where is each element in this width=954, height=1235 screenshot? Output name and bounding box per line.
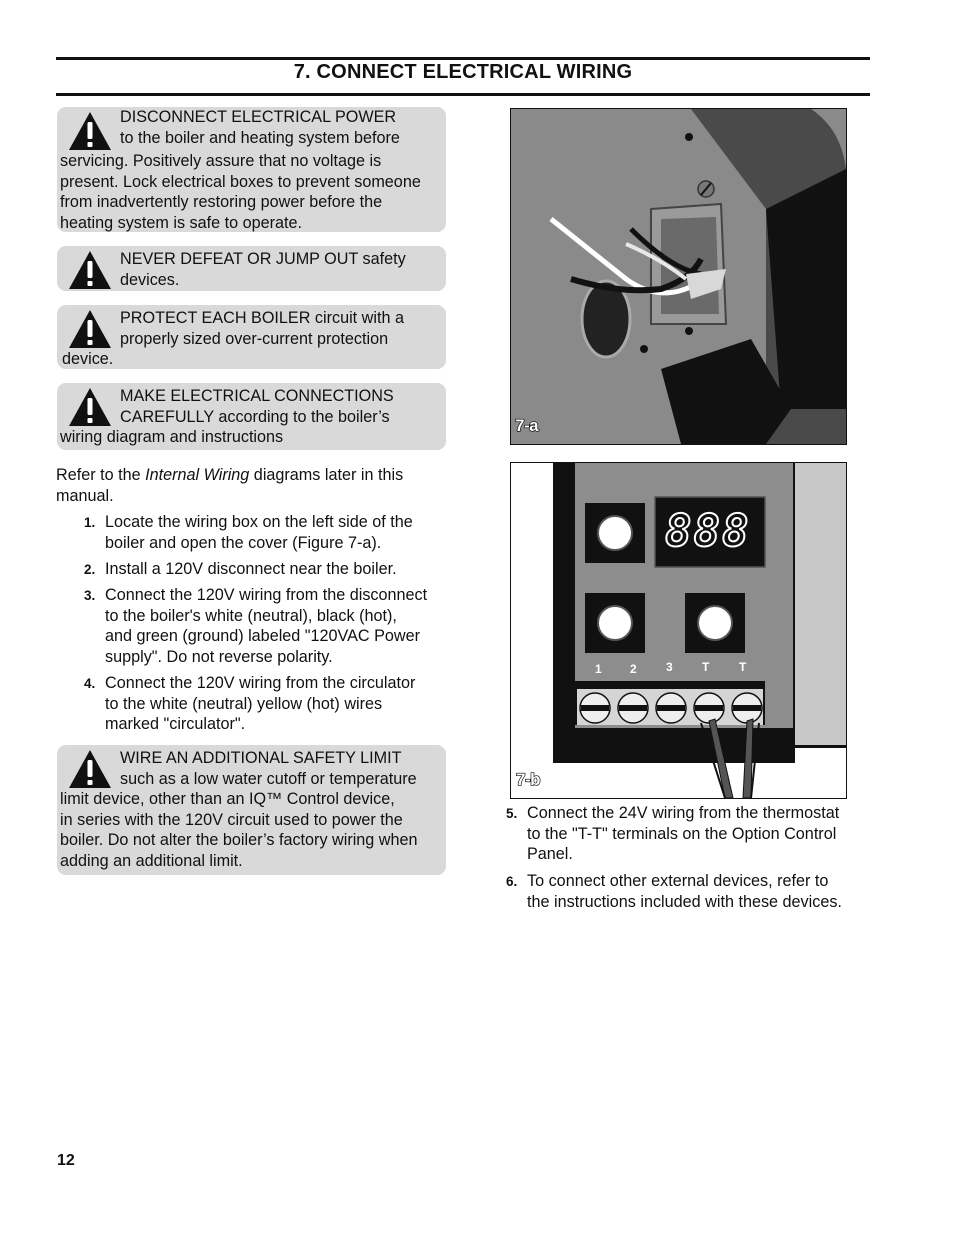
intro-text: diagrams later in this xyxy=(249,466,404,484)
warning-line: properly sized over-current protection xyxy=(120,329,389,348)
step-line: Connect the 24V wiring from the thermostat xyxy=(527,804,840,822)
warning-triangle-icon xyxy=(60,107,118,151)
step-line: boiler and open the cover (Figure 7-a). xyxy=(105,533,382,552)
terminal-label: 1 xyxy=(595,662,602,676)
warning-lead: DISCONNECT ELECTRICAL POWER xyxy=(120,108,397,126)
top-rule xyxy=(56,57,870,60)
warning-line: wiring diagram and instructions xyxy=(60,428,284,447)
terminal-label: T xyxy=(739,660,747,674)
warning-line: in series with the 120V circuit used to power the xyxy=(60,810,403,829)
terminal-label: 3 xyxy=(666,660,673,674)
warning-line: device. xyxy=(62,350,114,369)
warning-triangle-icon xyxy=(60,745,118,789)
step-line: to the "T-T" terminals on the Option Control xyxy=(527,824,837,843)
figure-7a-wiring-box xyxy=(510,108,847,445)
warning-line: limit device, other than an IQ™ Control device, xyxy=(60,790,395,809)
warning-line: CAREFULLY according to the boiler’s xyxy=(120,407,390,426)
warning-line: heating system is safe to operate. xyxy=(60,213,303,232)
step-line: to the boiler's white (neutral), black (hot), xyxy=(105,606,397,625)
warning-lead: WIRE AN ADDITIONAL SAFETY LIMIT xyxy=(120,749,402,767)
step-line: To connect other external devices, refer to xyxy=(527,872,829,890)
warning-triangle-icon xyxy=(60,246,118,290)
warning-lead: NEVER DEFEAT OR JUMP OUT safety xyxy=(120,250,406,268)
step-line: Panel. xyxy=(527,845,573,864)
warning-lead: PROTECT EACH BOILER circuit with a xyxy=(120,309,404,327)
warning-line: to the boiler and heating system before xyxy=(120,128,400,147)
figure-label: 7-a xyxy=(515,416,539,435)
step-number: 4. xyxy=(84,676,96,691)
title-underline xyxy=(56,93,870,96)
step-number: 6. xyxy=(506,874,518,889)
section-title: 7. CONNECT ELECTRICAL WIRING xyxy=(293,61,633,83)
page-number: 12 xyxy=(57,1152,75,1169)
warning-box-connections xyxy=(57,383,446,450)
warning-line: present. Lock electrical boxes to prevent someone xyxy=(60,172,421,191)
terminal-label: T xyxy=(702,660,710,674)
intro-text: manual. xyxy=(56,486,114,505)
warning-line: servicing. Positively assure that no voltage is xyxy=(60,152,382,170)
warning-line: adding an additional limit. xyxy=(60,851,243,870)
warning-box-overcurrent xyxy=(57,305,446,369)
warning-box-safety-devices xyxy=(57,246,446,291)
step-line: Connect the 120V wiring from the circulator xyxy=(105,674,416,692)
step-line: Install a 120V disconnect near the boiler. xyxy=(105,560,397,578)
wiring-box-illustration xyxy=(511,109,846,444)
warning-line: devices. xyxy=(120,270,180,289)
step-number: 2. xyxy=(84,562,96,577)
step-line: to the white (neutral) yellow (hot) wires xyxy=(105,694,383,713)
figure-label: 7-b xyxy=(516,770,540,789)
step-number: 3. xyxy=(84,588,96,603)
warning-lead: MAKE ELECTRICAL CONNECTIONS xyxy=(120,387,394,405)
step-line: marked "circulator". xyxy=(105,715,246,734)
intro-paragraph xyxy=(56,465,446,506)
intro-italic: Internal Wiring xyxy=(145,466,250,484)
step-line: supply". Do not reverse polarity. xyxy=(105,647,333,666)
warning-line: from inadvertently restoring power before the xyxy=(60,193,383,212)
step-line: Connect the 120V wiring from the disconnect xyxy=(105,586,428,604)
intro-text: Refer to the xyxy=(56,466,146,484)
warning-line: such as a low water cutoff or temperature xyxy=(120,769,417,788)
terminal-label: 2 xyxy=(630,662,637,676)
warning-line: boiler. Do not alter the boiler’s factory wiring when xyxy=(60,831,418,850)
step-number: 5. xyxy=(506,806,518,821)
step-line: Locate the wiring box on the left side of the xyxy=(105,513,413,531)
step-line: the instructions included with these devices. xyxy=(527,892,842,911)
warning-triangle-icon xyxy=(60,305,118,349)
warning-box-power xyxy=(57,107,446,232)
warning-box-safety-limit xyxy=(57,745,446,875)
figure-7b-control-panel xyxy=(510,462,847,799)
led-display-readout: 888 xyxy=(665,506,751,557)
step-number: 1. xyxy=(84,515,96,530)
warning-triangle-icon xyxy=(60,383,118,427)
step-line: and green (ground) labeled "120VAC Power xyxy=(105,627,421,646)
